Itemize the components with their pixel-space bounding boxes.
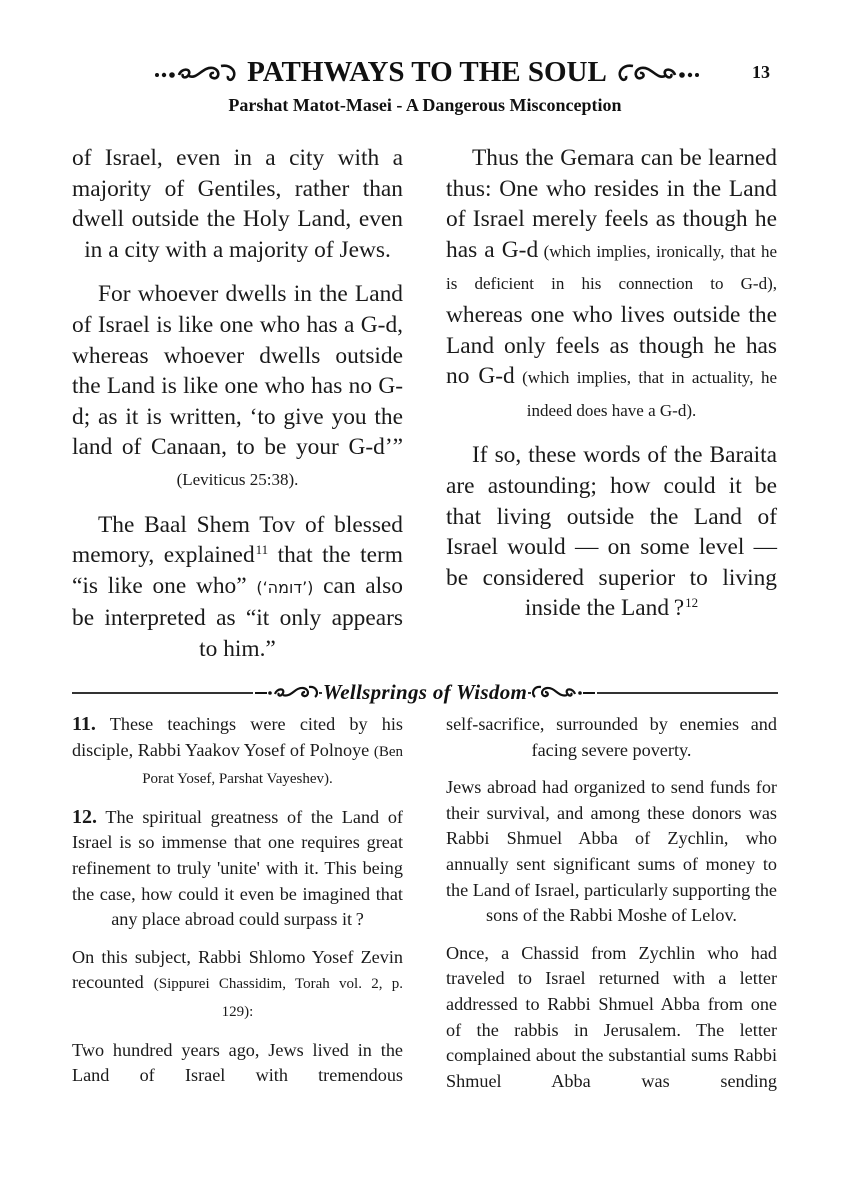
citation: (Ben Porat Yosef, Parshat Vayeshev). [142, 743, 403, 788]
paragraph [72, 510, 403, 665]
paragraph [446, 143, 777, 426]
paragraph-text: For whoever dwells in the Land of Israel is like one who has a G-d, whereas whoever dwells outside the Land is like one who has no G-d; as it is written, ‘to give you the land of Canaan, to be your G-d’” [72, 281, 403, 461]
footnote-text: Once, a Chassid from Zychlin who had traveled to Israel returned with a letter addressed to Rabbi Shmuel Abba from one of the rabbis in Jerusalem. The letter complained about the substantial sums Rabbi Shmuel Abba was sending [446, 942, 777, 1091]
footnote-ref-12[interactable]: 12 [685, 595, 699, 611]
footnote-paragraph [446, 775, 777, 929]
paragraph [72, 143, 403, 265]
footnote-12 [72, 805, 403, 933]
page-header [0, 52, 846, 92]
footnote-text: Two hundred years ago, Jews lived in the Land of Israel with tremendous [72, 1039, 403, 1086]
footnote-text: self-sacrifice, surrounded by enemies and facing severe poverty. [446, 714, 777, 760]
citation: (Sippurei Chassidim, Torah vol. 2, p. 129): [153, 976, 403, 1020]
scroll-flourish-left-icon [253, 683, 319, 701]
footnotes-column-right [446, 712, 777, 1106]
footnote-text: The spiritual greatness of the Land of Israel is so immense that one requires great refinement to truly 'unite' with it. This being the case, how could it even be imagined that any place abroad could surpass it ? [72, 806, 403, 930]
paragraph-text: The Baal Shem Tov of blessed memory, explained [72, 511, 403, 569]
footnote-number: 11. [72, 713, 96, 735]
footnote-text: On this subject, Rabbi Shlomo Yosef Zevin recounted [72, 946, 403, 993]
scroll-flourish-left-icon [153, 60, 243, 84]
page-number: 13 [752, 62, 770, 82]
paragraph-text: that the term “is like one who” [72, 542, 403, 599]
footnote-paragraph [72, 1038, 403, 1089]
running-title-text: PATHWAYS TO THE SOUL [247, 56, 607, 88]
main-column-right [446, 143, 777, 638]
footnote-text: These teachings were cited by his disciple, Rabbi Yaakov Yosef of Polnoye [72, 714, 403, 760]
footnote-paragraph [446, 712, 777, 763]
footnote-text: Jews abroad had organized to send funds for their survival, and among these donors was Rabbi Shmuel Abba of Zychlin, who annually sent significant sums of money to the Land of Israel, particularly supporting the sons of the Rabbi Moshe of Lelov. [446, 777, 777, 926]
footnotes-column-left [72, 712, 403, 1101]
paragraph [72, 279, 403, 495]
paragraph-text: Thus the Gemara can be learned thus: One who resides in the Land of Israel merely feels as though he has a G-d [446, 145, 777, 263]
parenthetical: (which implies, that in actuality, he indeed does have a G-d). [514, 368, 777, 420]
footnote-paragraph [72, 945, 403, 1026]
paragraph-text: If so, these words of the Baraita are astounding; how could it be that living outside the Land of Israel would — on some level — be considered superior to living inside the Land ? [446, 442, 777, 622]
footnote-number: 12. [72, 805, 97, 828]
paragraph [446, 440, 777, 624]
hebrew-term: (‘דומה’) [256, 577, 314, 597]
divider-center [72, 678, 778, 706]
scroll-flourish-right-icon [531, 683, 597, 701]
main-column-left [72, 143, 403, 679]
scroll-flourish-right-icon [611, 60, 701, 84]
running-title [132, 52, 722, 92]
parenthetical: (which implies, ironically, that he is deficient in his connection to G-d), [446, 241, 777, 294]
citation: (Leviticus 25:38). [176, 469, 299, 489]
section-divider [72, 678, 778, 706]
section-divider-label: Wellsprings of Wisdom [322, 679, 528, 704]
paragraph-text: can also be interpreted as “it only appears to him.” [72, 572, 403, 662]
footnote-11 [72, 712, 403, 793]
paragraph-text: whereas one who lives outside the Land only feels as though he has no G-d [446, 301, 777, 390]
footnote-ref-11[interactable]: 11 [255, 542, 269, 558]
paragraph-text: of Israel, even in a city with a majority of Gentiles, rather than dwell outside the Holy Land, even in a city with a majority of Jews. [72, 145, 403, 263]
footnote-paragraph [446, 941, 777, 1095]
chapter-subtitle: Parshat Matot-Masei - A Dangerous Misconception [228, 95, 622, 115]
